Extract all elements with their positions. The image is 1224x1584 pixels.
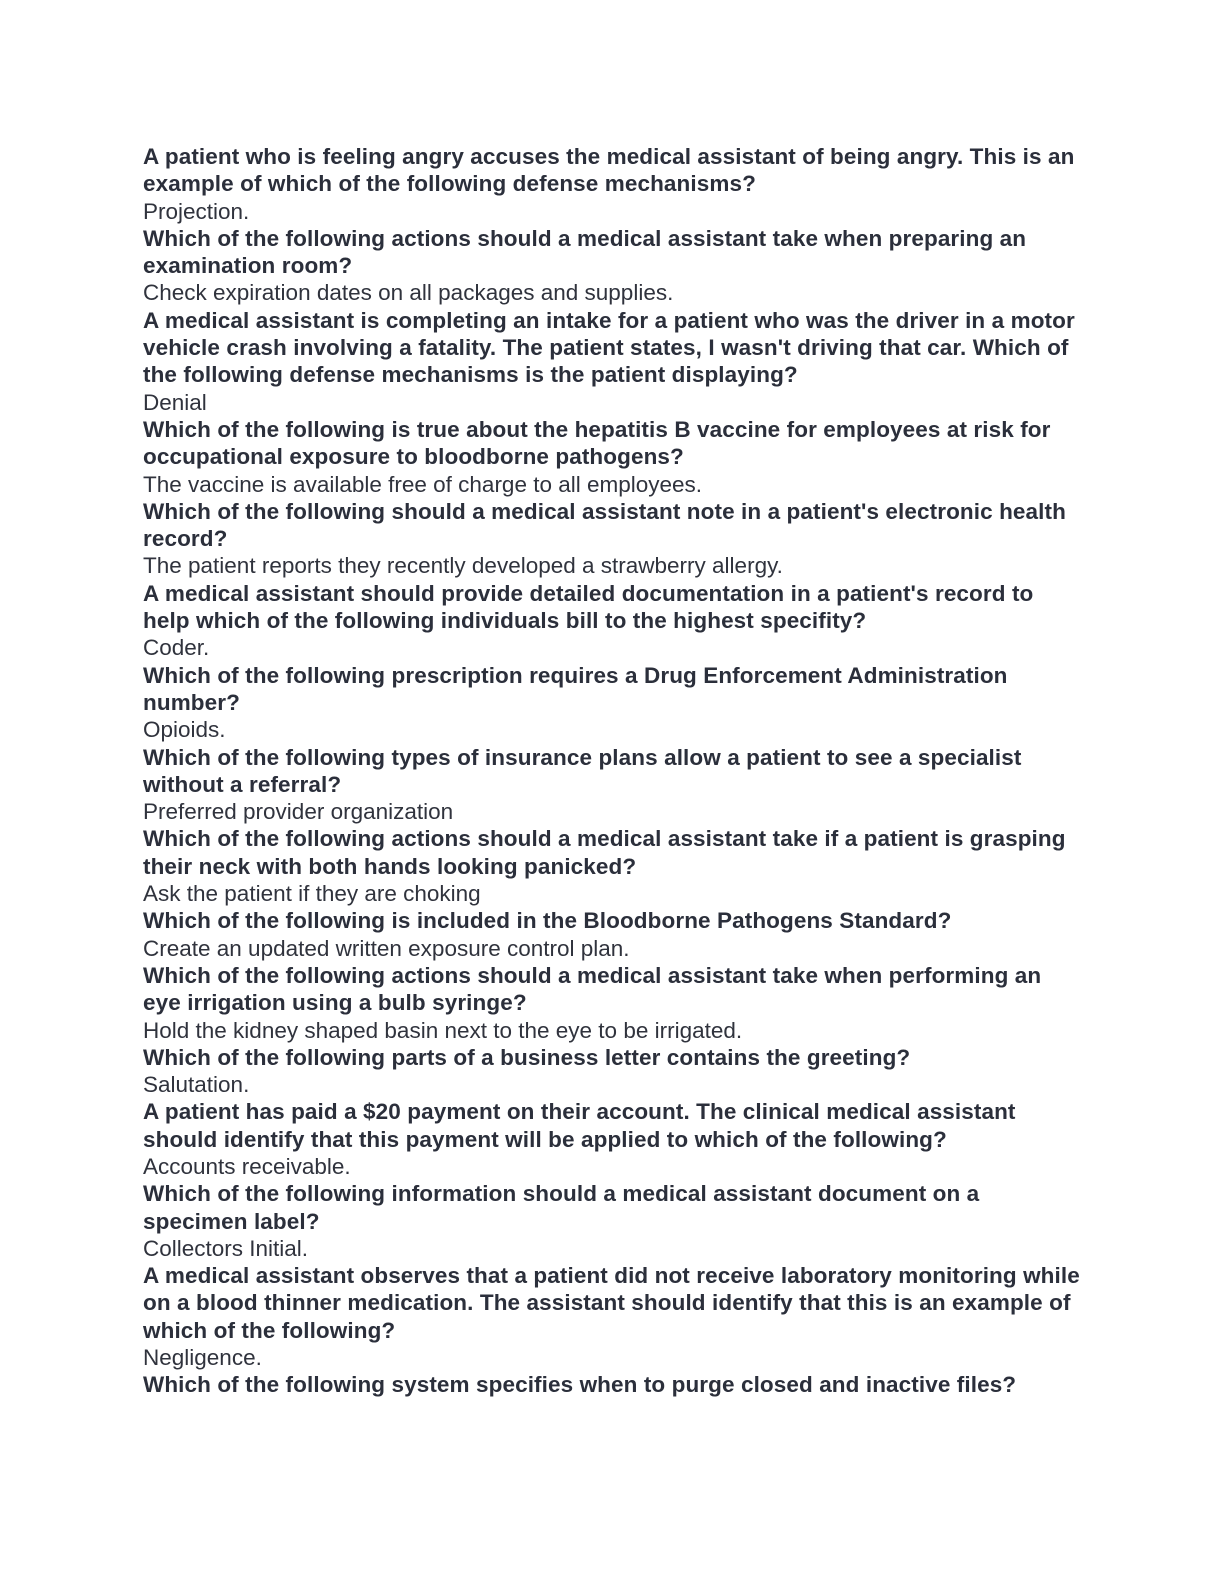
question-text: A patient has paid a $20 payment on their account. The clinical medical assistant should identify that this payment will be applied to which of the following? [143,1099,1016,1152]
qa-item-5 [143,498,1083,580]
qa-item-12 [143,1044,1083,1099]
question-text: Which of the following actions should a medical assistant take when performing an eye irrigation using a bulb syringe? [143,962,1042,1016]
question-text: Which of the following actions should a medical assistant take when preparing an examination room? [143,225,1027,279]
qa-item-13 [143,1098,1083,1180]
answer-text: Salutation. [143,1072,250,1098]
question-text: Which of the following system specifies when to purge closed and inactive files? [143,1372,1017,1398]
answer-text: Negligence. [143,1345,262,1371]
answer-text: The vaccine is available free of charge to all employees. [143,471,703,497]
answer-text: Check expiration dates on all packages and supplies. [143,280,674,306]
answer-text: Preferred provider organization [143,799,454,825]
answer-text: Denial [143,389,207,415]
answer-text: Accounts receivable. [143,1153,351,1179]
answer-text: Collectors Initial. [143,1235,309,1261]
qa-item-14 [143,1180,1083,1262]
answer-text: Ask the patient if they are choking [143,881,481,907]
qa-item-7 [143,662,1083,744]
qa-item-10 [143,907,1083,962]
question-text: Which of the following actions should a medical assistant take if a patient is grasping their neck with both hands looking panicked? [143,826,1066,879]
document-page [143,143,1083,1399]
question-text: A medical assistant observes that a patient did not receive laboratory monitoring while on a blood thinner medication. The assistant should identify that this is an example of which of the following? [143,1263,1080,1343]
qa-item-2 [143,225,1083,307]
answer-text: The patient reports they recently developed a strawberry allergy. [143,553,783,579]
qa-item-3 [143,307,1083,416]
question-text: A medical assistant is completing an intake for a patient who was the driver in a motor vehicle crash involving a fatality. The patient states, I wasn't driving that car. Which of the following defense mechanisms is the patient displaying? [143,307,1075,388]
answer-text: Opioids. [143,717,226,743]
question-text: Which of the following prescription requires a Drug Enforcement Administration number? [143,662,1008,715]
question-text: Which of the following information should a medical assistant document on a specimen label? [143,1181,980,1234]
qa-item-4 [143,416,1083,498]
qa-item-8 [143,744,1083,826]
answer-text: Create an updated written exposure control plan. [143,935,630,961]
qa-item-15 [143,1262,1083,1371]
question-text: A patient who is feeling angry accuses the medical assistant of being angry. This is an example of which of the following defense mechanisms? [143,144,1075,197]
qa-item-6 [143,580,1083,662]
qa-item-11 [143,962,1083,1044]
question-text: Which of the following should a medical assistant note in a patient's electronic health record? [143,498,1066,552]
answer-text: Hold the kidney shaped basin next to the eye to be irrigated. [143,1017,743,1043]
qa-item-1 [143,143,1083,225]
answer-text: Projection. [143,198,250,224]
answer-text: Coder. [143,635,210,661]
question-text: Which of the following is true about the hepatitis B vaccine for employees at risk for occupational exposure to bloodborne pathogens? [143,416,1051,470]
question-text: Which of the following is included in the Bloodborne Pathogens Standard? [143,908,952,934]
question-text: Which of the following parts of a business letter contains the greeting? [143,1044,911,1070]
question-text: Which of the following types of insurance plans allow a patient to see a specialist without a referral? [143,744,1022,797]
qa-item-16 [143,1371,1083,1398]
qa-item-9 [143,825,1083,907]
question-text: A medical assistant should provide detailed documentation in a patient's record to help which of the following individuals bill to the highest specifity? [143,580,1034,634]
